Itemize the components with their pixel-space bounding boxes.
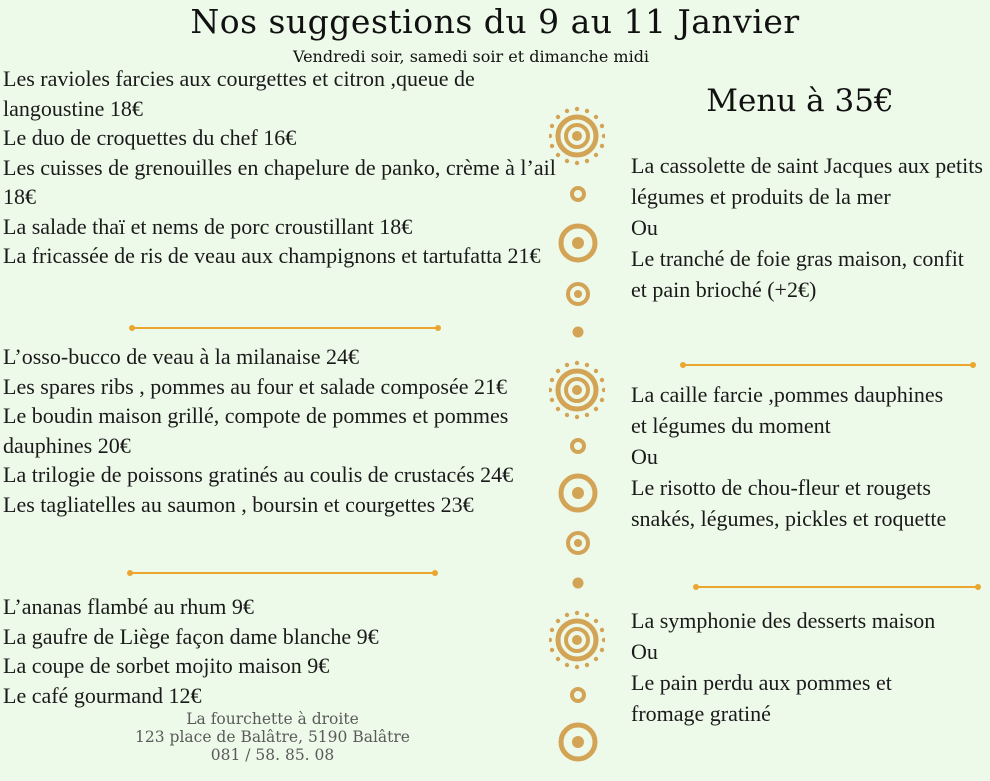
menu-item: L’ananas flambé au rhum 9€ — [3, 594, 254, 619]
target-ornament-icon — [565, 281, 591, 307]
section-divider — [683, 364, 973, 366]
starters-section — [3, 64, 593, 271]
sun-ornament-icon — [549, 106, 605, 166]
menu-item: L’osso-bucco de veau à la milanaise 24€ — [3, 344, 359, 369]
menu-item: La gaufre de Liège façon dame blanche 9€ — [3, 623, 379, 649]
menu-option: La cassolette de saint Jacques aux petits légumes et produits de la mer — [631, 153, 983, 209]
menu-item: Les cuisses de grenouilles en chapelure de panko, crème à l’ail 18€ — [3, 154, 556, 209]
target-ornament-icon — [558, 473, 598, 513]
mains-section — [3, 342, 593, 519]
page-title: Nos suggestions du 9 au 11 Janvier — [190, 2, 800, 41]
desserts-section — [3, 592, 593, 710]
menu-option: Le risotto de chou-fleur et rougets snakés, légumes, pickles et roquette — [631, 475, 947, 531]
menu-item: Le boudin maison grillé, compote de pommes et pommes dauphines 20€ — [3, 403, 509, 458]
sun-ornament-icon — [549, 360, 605, 420]
target-ornament-icon — [565, 530, 591, 556]
menu-option: Le pain perdu aux pommes et fromage gratiné — [631, 670, 892, 726]
dot-ornament-icon — [571, 325, 585, 339]
ring-ornament-icon — [569, 686, 587, 704]
menu-item: La salade thaï et nems de porc croustillant 18€ — [3, 213, 413, 239]
a-la-carte-list — [3, 64, 593, 271]
menu-option: La caille farcie ,pommes dauphines et légumes du moment — [631, 382, 944, 438]
menu-or: Ou — [631, 639, 658, 664]
menu-item: Le duo de croquettes du chef 16€ — [3, 125, 297, 150]
ring-ornament-icon — [569, 437, 587, 455]
menu-item: Les spares ribs , pommes au four et salade composée 21€ — [3, 373, 508, 399]
ring-ornament-icon — [569, 185, 587, 203]
section-divider — [696, 586, 978, 588]
target-ornament-icon — [558, 223, 598, 263]
menu-option: La symphonie des desserts maison — [631, 608, 936, 633]
sun-ornament-icon — [549, 610, 605, 670]
menu-or: Ou — [631, 444, 658, 469]
set-menu-title: Menu à 35€ — [706, 83, 894, 119]
dot-ornament-icon — [571, 576, 585, 590]
restaurant-name: La fourchette à droite — [186, 710, 359, 728]
set-menu-starter — [631, 150, 990, 305]
menu-item: La trilogie de poissons gratinés au coulis de crustacés 24€ — [3, 462, 514, 487]
set-menu-dessert — [631, 605, 990, 729]
restaurant-phone: 081 / 58. 85. 08 — [210, 746, 335, 764]
target-ornament-icon — [558, 722, 598, 762]
section-divider — [130, 572, 435, 574]
page-subtitle: Vendredi soir, samedi soir et dimanche midi — [293, 47, 650, 66]
restaurant-address: 123 place de Balâtre, 5190 Balâtre — [135, 728, 410, 746]
menu-item: La fricassée de ris de veau aux champignons et tartufatta 21€ — [3, 243, 541, 268]
menu-or: Ou — [631, 215, 658, 240]
set-menu-main — [631, 379, 990, 534]
menu-option: Le tranché de foie gras maison, confit et pain brioché (+2€) — [631, 246, 964, 302]
section-divider — [132, 327, 438, 329]
restaurant-footer — [100, 710, 445, 764]
menu-item: Le café gourmand 12€ — [3, 682, 202, 708]
menu-item: Les ravioles farcies aux courgettes et citron ,queue de langoustine 18€ — [3, 66, 475, 121]
menu-item: Les tagliatelles au saumon , boursin et courgettes 23€ — [3, 491, 474, 517]
menu-item: La coupe de sorbet mojito maison 9€ — [3, 653, 330, 678]
